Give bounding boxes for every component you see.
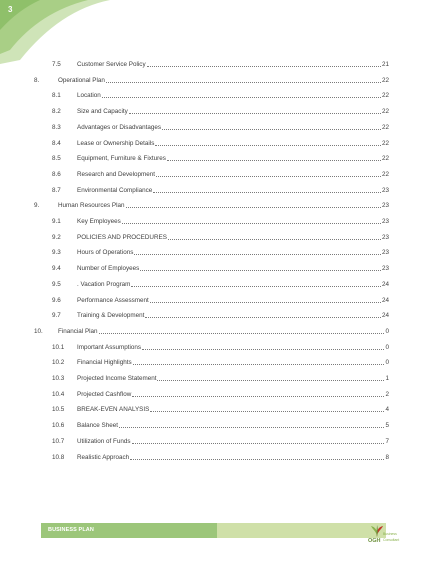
toc-entry-page: 23: [381, 249, 389, 257]
toc-entry-title: Environmental Compliance: [77, 186, 153, 194]
toc-entry-title: Size and Capacity: [77, 108, 128, 116]
toc-entry-page: 21: [381, 61, 389, 68]
toc-entry-number: 9.5: [52, 280, 61, 288]
toc-entry-title: POLICIES AND PROCEDURES: [77, 233, 167, 241]
toc-entry[interactable]: [0, 186, 433, 196]
toc-entry[interactable]: [0, 233, 433, 243]
toc-entry[interactable]: [0, 405, 433, 415]
toc-entry-page: 22: [381, 170, 389, 178]
toc-entry-page: 22: [381, 108, 389, 116]
toc-entry-title: Lease or Ownership Details: [77, 139, 155, 147]
toc-dot-leader: [145, 317, 381, 318]
toc-entry[interactable]: [0, 390, 433, 400]
toc-dot-leader: [134, 254, 381, 255]
toc-entry-number: 10.8: [52, 453, 65, 461]
toc-entry-title: Financial Plan: [58, 327, 98, 335]
toc-entry-number: 7.5: [52, 61, 61, 68]
toc-entry-number: 8.5: [52, 155, 61, 163]
toc-entry[interactable]: [0, 107, 433, 117]
toc-dot-leader: [129, 113, 381, 114]
toc-entry[interactable]: [0, 154, 433, 164]
toc-entry[interactable]: [0, 139, 433, 149]
toc-entry-number: 10.: [34, 327, 43, 335]
toc-dot-leader: [106, 82, 381, 83]
toc-entry-number: 8.1: [52, 92, 61, 100]
toc-entry-page: 1: [385, 375, 389, 382]
toc-entry[interactable]: [0, 91, 433, 101]
toc-entry-title: Customer Service Policy: [77, 61, 146, 68]
toc-entry[interactable]: [0, 437, 433, 447]
toc-dot-leader: [142, 349, 384, 350]
toc-entry-page: 24: [381, 296, 389, 304]
footer-label: BUSINESS PLAN: [48, 527, 94, 533]
toc-entry-title: Projected Cashflow: [77, 390, 132, 398]
toc-entry-title: Equipment, Furniture & Fixtures: [77, 155, 166, 163]
toc-entry-number: 9.3: [52, 249, 61, 257]
toc-entry-number: 9.6: [52, 296, 61, 304]
toc-entry-number: 9.: [34, 202, 40, 210]
toc-entry[interactable]: [0, 343, 433, 353]
toc-dot-leader: [150, 411, 384, 412]
toc-entry-page: 0: [385, 343, 389, 351]
logo-text: OGH: [368, 538, 381, 544]
toc-dot-leader: [168, 239, 381, 240]
toc-entry-number: 8.3: [52, 123, 61, 131]
toc-entry[interactable]: [0, 453, 433, 463]
toc-entry-title: Human Resources Plan: [58, 202, 125, 210]
toc-entry-title: Research and Development: [77, 170, 156, 178]
toc-entry-number: 10.1: [52, 343, 65, 351]
toc-dot-leader: [140, 270, 381, 271]
company-logo: [368, 524, 410, 546]
toc-entry[interactable]: [0, 311, 433, 321]
toc-entry-page: 22: [381, 139, 389, 147]
toc-entry-page: 0: [385, 359, 389, 367]
toc-entry-number: 10.7: [52, 437, 65, 445]
toc-entry-title: Projected Income Statement: [77, 375, 157, 382]
toc-entry-number: 10.2: [52, 359, 65, 367]
toc-entry-page: 22: [381, 155, 389, 163]
toc-entry-title: . Vacation Program: [77, 280, 131, 288]
toc-entry-page: 5: [385, 422, 389, 430]
toc-entry-number: 8.2: [52, 108, 61, 116]
toc-entry-number: 8.4: [52, 139, 61, 147]
toc-entry[interactable]: [0, 60, 433, 70]
toc-dot-leader: [102, 97, 381, 98]
toc-entry-number: 10.6: [52, 422, 65, 430]
toc-entry-page: 8: [385, 453, 389, 461]
toc-entry-number: 9.1: [52, 218, 61, 225]
toc-entry[interactable]: [0, 280, 433, 290]
toc-entry-page: 7: [385, 437, 389, 445]
toc-dot-leader: [147, 66, 381, 67]
toc-entry-title: BREAK-EVEN ANALYSIS: [77, 406, 150, 414]
toc-entry[interactable]: [0, 76, 433, 86]
toc-entry[interactable]: [0, 327, 433, 337]
toc-dot-leader: [155, 145, 381, 146]
toc-entry[interactable]: [0, 170, 433, 180]
toc-entry-number: 8.6: [52, 170, 61, 178]
toc-entry-number: 9.7: [52, 312, 61, 320]
toc-entry[interactable]: [0, 421, 433, 431]
toc-entry-page: 22: [381, 92, 389, 100]
toc-dot-leader: [167, 160, 381, 161]
toc-entry-title: Advantages or Disadvantages: [77, 123, 162, 131]
toc-dot-leader: [150, 302, 381, 303]
toc-dot-leader: [122, 223, 381, 224]
toc-entry-number: 8.7: [52, 186, 61, 194]
toc-entry-number: 9.4: [52, 265, 61, 273]
toc-entry-page: 24: [381, 312, 389, 320]
toc-entry-title: Hours of Operations: [77, 249, 134, 257]
toc-dot-leader: [130, 459, 384, 460]
toc-entry[interactable]: [0, 264, 433, 274]
logo-subtext-2: Consultant: [383, 538, 400, 542]
toc-entry-title: Financial Highlights: [77, 359, 132, 367]
toc-entry-number: 10.5: [52, 406, 65, 414]
toc-entry-page: 22: [381, 123, 389, 131]
toc-entry[interactable]: [0, 201, 433, 211]
toc-dot-leader: [119, 427, 384, 428]
toc-entry-page: 22: [381, 76, 389, 84]
toc-entry-title: Utilization of Funds: [77, 437, 131, 445]
toc-dot-leader: [99, 333, 384, 334]
toc-dot-leader: [157, 380, 384, 381]
footer-bar: [41, 523, 386, 538]
toc-entry[interactable]: [0, 248, 433, 258]
toc-entry-title: Operational Plan: [58, 76, 105, 84]
toc-entry-page: 2: [385, 390, 389, 398]
toc-entry[interactable]: [0, 296, 433, 306]
toc-entry-page: 23: [381, 218, 389, 225]
toc-entry-number: 8.: [34, 76, 40, 84]
toc-dot-leader: [133, 364, 384, 365]
footer-bar-light: [217, 523, 386, 538]
toc-entry-number: 9.2: [52, 233, 61, 241]
toc-entry-number: 10.3: [52, 375, 65, 382]
logo-subtext: Business: [383, 532, 397, 536]
toc-entry-page: 4: [385, 406, 389, 414]
toc-entry-page: 0: [385, 327, 389, 335]
toc-dot-leader: [126, 207, 381, 208]
toc-entry-number: 10.4: [52, 390, 65, 398]
toc-entry-title: Location: [77, 92, 101, 100]
toc-entry[interactable]: [0, 217, 433, 227]
toc-entry-page: 23: [381, 202, 389, 210]
toc-entry-page: 23: [381, 233, 389, 241]
toc-entry-page: 23: [381, 186, 389, 194]
toc-entry-title: Balance Sheet: [77, 422, 118, 430]
toc-entry[interactable]: [0, 123, 433, 133]
toc-entry-title: Realistic Approach: [77, 453, 130, 461]
toc-entry-title: Number of Employees: [77, 265, 140, 273]
toc-dot-leader: [156, 176, 381, 177]
toc-dot-leader: [132, 396, 384, 397]
toc-entry-page: 24: [381, 280, 389, 288]
leaf-icon: [370, 524, 384, 538]
toc-dot-leader: [131, 286, 381, 287]
toc-dot-leader: [132, 443, 384, 444]
toc-entry-title: Performance Assessment: [77, 296, 149, 304]
toc-entry-page: 23: [381, 265, 389, 273]
page-number: 3: [8, 5, 13, 14]
toc-entry[interactable]: [0, 358, 433, 368]
toc-entry-title: Important Assumptions: [77, 343, 142, 351]
toc-dot-leader: [153, 192, 381, 193]
toc-entry-title: Key Employees: [77, 218, 121, 225]
toc-entry-title: Training & Development: [77, 312, 145, 320]
toc-dot-leader: [162, 129, 381, 130]
toc-entry[interactable]: [0, 374, 433, 384]
